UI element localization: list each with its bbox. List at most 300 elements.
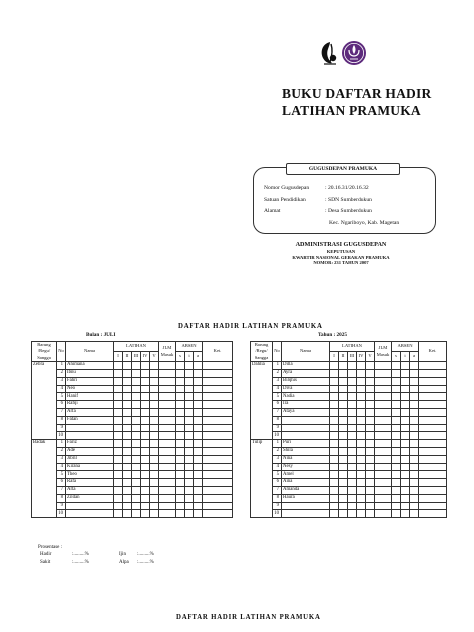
member-name-cell	[282, 432, 330, 440]
latihan-2-header: II	[123, 352, 132, 362]
attendance-cell	[419, 471, 447, 479]
table-row	[251, 440, 447, 448]
attendance-cell	[141, 440, 150, 448]
attendance-cell	[194, 409, 203, 417]
attendance-cell	[203, 401, 233, 409]
attendance-cell	[357, 362, 366, 370]
attendance-cell	[366, 432, 375, 440]
latihan-1-header: I	[114, 352, 123, 362]
table-row	[251, 447, 447, 455]
table-row	[251, 362, 447, 370]
attendance-cell	[330, 479, 339, 487]
wosm-emblem-icon	[342, 41, 366, 65]
attendance-cell	[123, 447, 132, 455]
attendance-cell	[132, 510, 141, 518]
attendance-cell	[194, 385, 203, 393]
attendance-cell	[176, 471, 185, 479]
attendance-cell	[375, 393, 392, 401]
attendance-cell	[375, 471, 392, 479]
attendance-cell	[150, 393, 159, 401]
member-name-cell: Neo	[66, 385, 114, 393]
attendance-cell	[114, 401, 123, 409]
attendance-cell	[339, 447, 348, 455]
attendance-cell	[392, 486, 401, 494]
attendance-cell	[375, 424, 392, 432]
row-number-cell: 7	[57, 409, 66, 417]
attendance-cell	[357, 424, 366, 432]
attendance-cell	[150, 479, 159, 487]
attendance-cell	[348, 409, 357, 417]
attendance-cell	[330, 385, 339, 393]
attendance-cell	[194, 479, 203, 487]
attendance-cell	[123, 463, 132, 471]
attendance-cell	[185, 401, 194, 409]
table-row	[251, 385, 447, 393]
attendance-cell	[419, 370, 447, 378]
attendance-cell	[339, 370, 348, 378]
attendance-cell	[203, 471, 233, 479]
gudep-value-3: : Desa Sumberdukun	[325, 208, 372, 214]
attendance-cell	[330, 440, 339, 448]
attendance-cell	[348, 432, 357, 440]
member-name-cell: Aina	[282, 479, 330, 487]
attendance-cell	[401, 447, 410, 455]
nama-header: Nama	[282, 342, 330, 362]
attendance-cell	[392, 510, 401, 518]
attendance-cell	[366, 502, 375, 510]
attendance-cell	[357, 432, 366, 440]
jlm-masuk-header: JLM Masuk	[159, 342, 176, 362]
attendance-cell	[141, 471, 150, 479]
attendance-cell	[419, 401, 447, 409]
gudep-value-2: : SDN Sumberdukun	[325, 197, 372, 203]
attendance-cell	[132, 370, 141, 378]
tahun-label: Tahun : 2025	[318, 332, 347, 338]
attendance-cell	[366, 494, 375, 502]
attendance-cell	[203, 502, 233, 510]
member-name-cell: Rafqi	[66, 401, 114, 409]
attendance-cell	[392, 409, 401, 417]
member-name-cell: Nina	[282, 455, 330, 463]
table-row	[32, 401, 233, 409]
attendance-cell	[203, 409, 233, 417]
row-number-cell: 8	[57, 416, 66, 424]
attendance-cell	[150, 455, 159, 463]
attendance-cell	[357, 370, 366, 378]
attendance-cell	[194, 377, 203, 385]
attendance-cell	[159, 432, 176, 440]
attendance-cell	[357, 447, 366, 455]
admin-line-1: ADMINISTRASI GUGUSDEPAN	[295, 241, 387, 248]
row-number-cell: 5	[273, 471, 282, 479]
member-name-cell: Nesy	[282, 463, 330, 471]
attendance-cell	[401, 401, 410, 409]
attendance-cell	[375, 486, 392, 494]
attendance-cell	[159, 510, 176, 518]
attendance-cell	[150, 510, 159, 518]
attendance-cell	[339, 455, 348, 463]
attendance-cell	[401, 455, 410, 463]
attendance-cell	[357, 463, 366, 471]
attendance-cell	[203, 486, 233, 494]
attendance-cell	[357, 401, 366, 409]
attendance-cell	[348, 494, 357, 502]
attendance-cell	[185, 455, 194, 463]
attendance-cell	[159, 486, 176, 494]
attendance-cell	[141, 502, 150, 510]
attendance-cell	[357, 494, 366, 502]
attendance-cell	[401, 416, 410, 424]
attendance-cell	[185, 409, 194, 417]
attendance-cell	[176, 362, 185, 370]
attendance-cell	[194, 463, 203, 471]
member-name-cell: Ade	[66, 447, 114, 455]
attendance-cell	[176, 486, 185, 494]
attendance-cell	[375, 370, 392, 378]
table-row	[32, 463, 233, 471]
row-number-cell: 7	[57, 486, 66, 494]
attendance-cell	[185, 377, 194, 385]
row-number-cell: 9	[57, 502, 66, 510]
attendance-cell	[348, 370, 357, 378]
member-name-cell: Theo	[66, 471, 114, 479]
attendance-cell	[114, 393, 123, 401]
attendance-cell	[419, 447, 447, 455]
attendance-cell	[114, 409, 123, 417]
row-number-cell: 5	[57, 393, 66, 401]
latihan-2-header: II	[339, 352, 348, 362]
attendance-cell	[401, 479, 410, 487]
attendance-cell	[348, 393, 357, 401]
row-number-cell: 6	[273, 401, 282, 409]
attendance-cell	[339, 362, 348, 370]
attendance-cell	[348, 463, 357, 471]
attendance-cell	[392, 479, 401, 487]
attendance-cell	[132, 401, 141, 409]
attendance-cell	[419, 362, 447, 370]
attendance-cell	[176, 393, 185, 401]
attendance-cell	[330, 447, 339, 455]
attendance-cell	[357, 471, 366, 479]
row-number-cell: 3	[273, 377, 282, 385]
attendance-cell	[194, 424, 203, 432]
attendance-cell	[185, 479, 194, 487]
attendance-cell	[123, 424, 132, 432]
alpa-label: Alpa	[119, 560, 129, 565]
gudep-label-2: Satuan Pendidikan	[264, 197, 306, 203]
member-name-cell: Atayа	[282, 409, 330, 417]
attendance-cell	[348, 401, 357, 409]
table-row	[251, 393, 447, 401]
attendance-cell	[159, 409, 176, 417]
attendance-cell	[194, 440, 203, 448]
barung-header: Barung /Regu/ Sangga	[32, 342, 57, 362]
member-name-cell	[282, 502, 330, 510]
sakit-value: :.........%	[72, 560, 89, 565]
latihan-header: LATIHAN	[114, 342, 159, 352]
attendance-cell	[194, 401, 203, 409]
member-name-cell: Shila	[282, 447, 330, 455]
latihan-header: LATIHAN	[330, 342, 375, 352]
absen-col-header: a	[194, 352, 203, 362]
attendance-cell	[194, 370, 203, 378]
attendance-cell	[330, 416, 339, 424]
member-name-cell: Kirana	[66, 463, 114, 471]
ket-header: Ket.	[203, 342, 233, 362]
attendance-cell	[339, 494, 348, 502]
attendance-cell	[132, 486, 141, 494]
row-number-cell: 2	[57, 447, 66, 455]
attendance-cell	[410, 424, 419, 432]
attendance-cell	[339, 440, 348, 448]
attendance-cell	[159, 447, 176, 455]
attendance-table-right	[250, 341, 447, 518]
attendance-cell	[194, 432, 203, 440]
attendance-cell	[132, 502, 141, 510]
row-number-cell: 7	[273, 486, 282, 494]
attendance-cell	[123, 409, 132, 417]
attendance-cell	[150, 416, 159, 424]
attendance-cell	[132, 409, 141, 417]
attendance-cell	[114, 416, 123, 424]
attendance-cell	[150, 362, 159, 370]
daftar-hadir-title-next: DAFTAR HADIR LATIHAN PRAMUKA	[176, 614, 321, 621]
attendance-cell	[366, 370, 375, 378]
table-row	[32, 385, 233, 393]
attendance-cell	[114, 463, 123, 471]
attendance-cell	[401, 393, 410, 401]
table-row	[251, 463, 447, 471]
attendance-cell	[419, 393, 447, 401]
attendance-cell	[348, 440, 357, 448]
attendance-cell	[132, 463, 141, 471]
attendance-cell	[339, 471, 348, 479]
attendance-cell	[392, 362, 401, 370]
attendance-cell	[357, 393, 366, 401]
attendance-cell	[176, 494, 185, 502]
attendance-cell	[185, 471, 194, 479]
table-row	[32, 377, 233, 385]
ijin-label: Ijin	[119, 552, 126, 557]
attendance-cell	[419, 502, 447, 510]
attendance-cell	[203, 447, 233, 455]
attendance-cell	[159, 416, 176, 424]
member-name-cell: Amanda	[282, 486, 330, 494]
group-name-cell: Dahlia	[251, 362, 273, 440]
attendance-cell	[123, 362, 132, 370]
member-name-cell	[66, 502, 114, 510]
attendance-cell	[203, 440, 233, 448]
attendance-cell	[339, 486, 348, 494]
attendance-cell	[159, 494, 176, 502]
attendance-cell	[150, 494, 159, 502]
pramuka-logos	[316, 38, 370, 68]
attendance-cell	[410, 486, 419, 494]
attendance-cell	[375, 432, 392, 440]
attendance-cell	[141, 432, 150, 440]
attendance-cell	[410, 401, 419, 409]
table-row	[251, 479, 447, 487]
attendance-cell	[330, 463, 339, 471]
table-row	[251, 502, 447, 510]
attendance-cell	[366, 377, 375, 385]
attendance-cell	[123, 377, 132, 385]
attendance-cell	[348, 502, 357, 510]
latihan-3-header: III	[348, 352, 357, 362]
attendance-cell	[141, 510, 150, 518]
attendance-cell	[203, 510, 233, 518]
attendance-cell	[419, 377, 447, 385]
attendance-cell	[123, 401, 132, 409]
attendance-cell	[339, 463, 348, 471]
no-header: No	[57, 342, 66, 362]
attendance-cell	[141, 377, 150, 385]
table-row	[251, 455, 447, 463]
absen-col-header: s	[392, 352, 401, 362]
table-row	[32, 416, 233, 424]
attendance-cell	[141, 455, 150, 463]
ket-header: Ket.	[419, 342, 447, 362]
table-row	[32, 370, 233, 378]
member-name-cell: Ibnu	[66, 370, 114, 378]
latihan-4-header: IV	[141, 352, 150, 362]
row-number-cell: 1	[273, 440, 282, 448]
attendance-cell	[194, 510, 203, 518]
attendance-cell	[392, 393, 401, 401]
attendance-cell	[357, 510, 366, 518]
attendance-cell	[392, 424, 401, 432]
attendance-cell	[357, 502, 366, 510]
table-row	[32, 486, 233, 494]
member-name-cell: Zildan	[66, 494, 114, 502]
attendance-cell	[203, 424, 233, 432]
attendance-cell	[401, 424, 410, 432]
attendance-cell	[185, 502, 194, 510]
attendance-cell	[410, 393, 419, 401]
attendance-cell	[401, 502, 410, 510]
attendance-cell	[141, 463, 150, 471]
attendance-cell	[114, 471, 123, 479]
attendance-cell	[401, 510, 410, 518]
table-row	[32, 432, 233, 440]
attendance-cell	[123, 393, 132, 401]
member-name-cell: Haura	[282, 494, 330, 502]
attendance-cell	[150, 385, 159, 393]
attendance-cell	[330, 401, 339, 409]
attendance-cell	[123, 494, 132, 502]
attendance-cell	[348, 377, 357, 385]
attendance-cell	[176, 385, 185, 393]
attendance-cell	[401, 463, 410, 471]
attendance-cell	[392, 471, 401, 479]
attendance-cell	[348, 479, 357, 487]
attendance-cell	[141, 385, 150, 393]
row-number-cell: 10	[273, 432, 282, 440]
group-name-cell: Badak	[32, 440, 57, 518]
attendance-cell	[132, 362, 141, 370]
absen-col-header: i	[185, 352, 194, 362]
table-row	[251, 377, 447, 385]
table-row	[251, 432, 447, 440]
attendance-cell	[176, 401, 185, 409]
row-number-cell: 1	[57, 440, 66, 448]
attendance-cell	[150, 401, 159, 409]
attendance-cell	[401, 377, 410, 385]
attendance-cell	[392, 416, 401, 424]
member-name-cell: Jibril	[66, 455, 114, 463]
attendance-cell	[176, 424, 185, 432]
attendance-cell	[366, 471, 375, 479]
attendance-cell	[392, 385, 401, 393]
attendance-cell	[132, 455, 141, 463]
attendance-cell	[123, 370, 132, 378]
member-name-cell: Arfa	[66, 409, 114, 417]
attendance-cell	[330, 370, 339, 378]
attendance-cell	[141, 370, 150, 378]
attendance-cell	[185, 385, 194, 393]
attendance-cell	[203, 455, 233, 463]
member-name-cell: Nadia	[282, 393, 330, 401]
no-header: No	[273, 342, 282, 362]
row-number-cell: 9	[273, 502, 282, 510]
attendance-table-left	[31, 341, 233, 518]
attendance-cell	[150, 432, 159, 440]
attendance-cell	[419, 510, 447, 518]
attendance-cell	[401, 494, 410, 502]
attendance-cell	[330, 510, 339, 518]
nama-header: Nama	[66, 342, 114, 362]
attendance-cell	[123, 440, 132, 448]
hadir-label: Hadir	[40, 552, 52, 557]
attendance-cell	[194, 455, 203, 463]
table-row	[251, 486, 447, 494]
prosentase-label: Prosentase :	[38, 545, 63, 550]
attendance-cell	[419, 455, 447, 463]
attendance-cell	[366, 362, 375, 370]
attendance-cell	[123, 455, 132, 463]
member-name-cell: Bilqhis	[282, 377, 330, 385]
attendance-cell	[141, 362, 150, 370]
member-name-cell	[282, 510, 330, 518]
attendance-cell	[410, 440, 419, 448]
attendance-cell	[185, 494, 194, 502]
sakit-label: Sakit	[40, 560, 51, 565]
attendance-cell	[176, 440, 185, 448]
table-row	[251, 416, 447, 424]
attendance-cell	[366, 440, 375, 448]
attendance-cell	[203, 416, 233, 424]
attendance-cell	[375, 385, 392, 393]
attendance-cell	[366, 463, 375, 471]
admin-line-4: NOMOR: 231 TAHUN 2007	[313, 260, 369, 266]
attendance-cell	[114, 377, 123, 385]
attendance-cell	[123, 479, 132, 487]
attendance-cell	[410, 370, 419, 378]
row-number-cell: 10	[57, 432, 66, 440]
attendance-cell	[185, 486, 194, 494]
member-name-cell	[66, 424, 114, 432]
attendance-cell	[348, 416, 357, 424]
attendance-cell	[419, 385, 447, 393]
attendance-cell	[176, 370, 185, 378]
row-number-cell: 4	[57, 385, 66, 393]
attendance-cell	[159, 370, 176, 378]
attendance-cell	[330, 486, 339, 494]
attendance-cell	[114, 432, 123, 440]
attendance-cell	[132, 479, 141, 487]
member-name-cell: Fatan	[66, 416, 114, 424]
attendance-cell	[330, 471, 339, 479]
